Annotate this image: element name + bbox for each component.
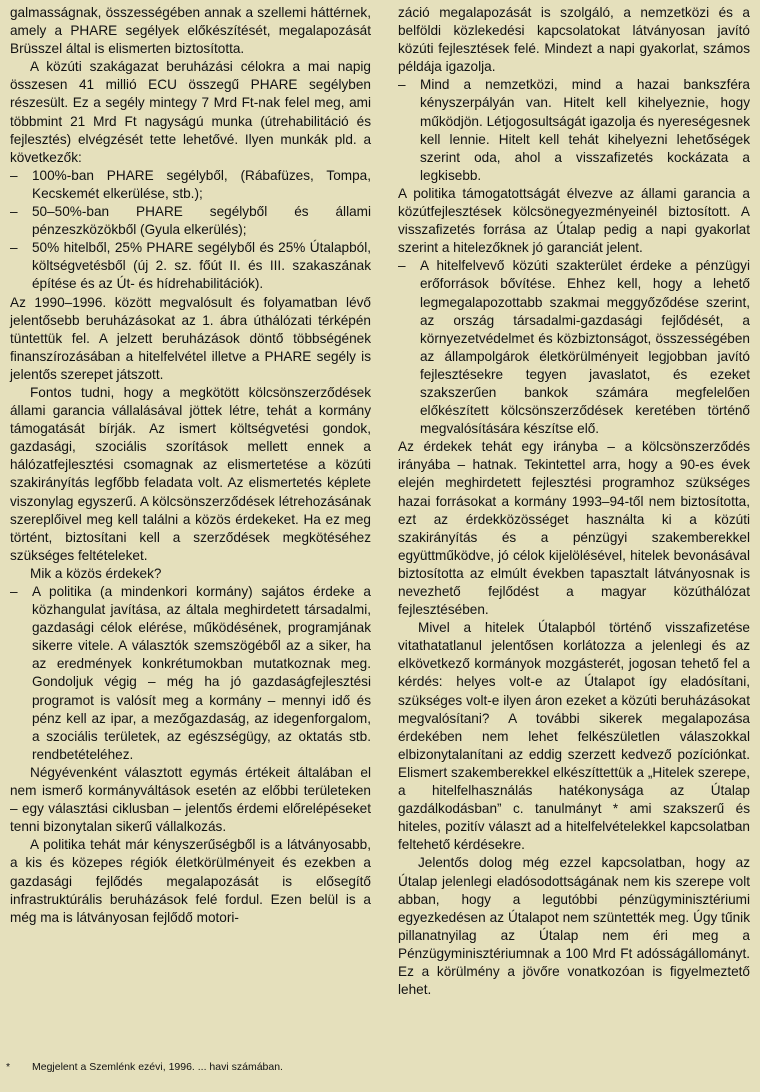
paragraph: Mik a közös érdekek? — [30, 565, 162, 581]
list-item-text: 100%-ban PHARE segélyből, (Rábafüzes, Tompa, Kecskemét elkerülése, stb.); — [32, 167, 371, 201]
list-dash: – — [10, 584, 18, 599]
paragraph: záció megalapozását is szolgáló, a nemzetközi és a belföldi közlekedési kapcsolatokat látványosan javító közúti fejlesztések felé. Mindezt a napi gyakorlat, számos példája igazolja. — [398, 5, 750, 75]
paragraph: Az 1990–1996. között megvalósult és folyamatban lévő jelentősebb beruházásokat az 1. ábra úthálózati térképén tüntettük fel. A jelzett beruházások döntő többségének finanszírozásában a hitelfelvétel illetve a PHARE segély is jelentős szerepet játszott. — [10, 294, 371, 382]
list-item-text: A hitelfelvevő közúti szakterület érdeke a pénzügyi erőforrások bővítése. Ehhez kell, hogy a lehető legmegalapozottabb szakmai meggyőződése szerint, az ország társadalmi-gazdasági fejlődését, a környezetvédelmet és közbiztonságot, összességében az állampolgárok életkörülményeit legjobban javító fejlesztésekre tegyen javaslatot, és ezeket szakszerűen bankok számára megfelelően előkészített kölcsönszerződések keretében történő megvalósítására készítse elő. — [420, 258, 750, 437]
paragraph: Jelentős dolog még ezzel kapcsolatban, hogy az Útalap jelenlegi eladósodottságának nem kis szerepe volt abban, hogy a legutóbbi pénzügyminisztériumi egyezkedésen az Útalapot nem szüntették meg. Úgy tűnik pillanatnyilag az Útalap nem éri meg a Pénzügyminisztériumnak a 100 Mrd Ft adósságállományt. Ez a körülmény a jövőre vonatkozóan is figyelmeztető lehet. — [398, 855, 750, 998]
list-item — [398, 76, 750, 185]
footnote — [6, 1060, 406, 1074]
paragraph: Fontos tudni, hogy a megkötött kölcsönszerződések állami garancia vállalásával jöttek létre, tehát a kormány támogatását bírják. Az ismert költségvetési gondok, gazdasági, szociális szorítások mellett ennek a hálózatfejlesztési csomagnak az elismertetése a közúti szakirányítás legfőbb feladata volt. Az elismertetés képlete viszonylag egyszerű. A kölcsönszerződések létrehozásának szereplőivel meg kell találni a közös érdekeket. Ha ez meg történt, biztosítani kell a szerződések megkötéséhez szükséges feltételeket. — [10, 384, 371, 563]
list-item — [10, 239, 371, 293]
right-column — [398, 4, 750, 999]
paragraph: A politika tehát már kényszerűségből is a látványosabb, a kis és közepes régiók életkörülményeit és ezekben a gazdasági fejlődés megalapozását is elősegítő infrastruktúrális beruházások felé fordul. Ezen belül is a még ma is látványosan fejlődő motori- — [10, 837, 371, 925]
list-item-text: A politika (a mindenkori kormány) sajátos érdeke a közhangulat javítása, az általa meghirdetett társadalmi, gazdasági célok elérése, működésének, programjának sikerre vitele. A választók szemszögéből az a siker, ha az eredmények konkrétumokban mutatkoznak meg. Gondoljuk végig – még ha jó gazdaságfejlesztési programot is valósít meg a kormány – mennyi idő és pénz kell az ipar, a mezőgazdaság, az idegenforgalom, a szociális területek, az egészségügy, az oktatás stb. rendbetételéhez. — [32, 584, 371, 762]
paragraph: Az érdekek tehát egy irányba – a kölcsönszerződés irányába – hatnak. Tekintettel arra, hogy a 90-es évek elején meghirdetett fejlesztési programhoz szükséges hazai forrásokat a kormány 1993–94-től nem biztosította, ezt az érdekközösséget használta ki a közúti szakirányítás és a pénzügyi szakemberekkel együttműködve, jó célok kijelölésével, hitelek bevonásával biztosította az elmúlt években tapasztalt látványosnak is nevezhető fejlődést a magyar közúthálózat fejlesztésében. — [398, 439, 750, 618]
paragraph: galmasságnak, összességében annak a szellemi háttérnek, amely a PHARE segélyek előkészítését, megalapozását Brüsszel által is elismerten biztosította. — [10, 5, 371, 57]
paragraph: A politika támogatottságát élvezve az állami garancia a közútfejlesztések kölcsönegyezményeinél biztosított. A visszafizetés forrása az Útalap pedig a napi gyakorlat szerint a hitelezőknek jó garanciát jelent. — [398, 185, 750, 256]
list-dash: – — [398, 77, 406, 93]
list-item-text: Mind a nemzetközi, mind a hazai bankszféra kényszerpályán van. Hitelt kell kihelyeznie, hogy működjön. Létjogosultságát igazolja és nyereségesnek kell lennie. Hitelt kell tehát kihelyezni lehetőségek szerint oda, ahol a visszafizetés kockázata a legkisebb. — [420, 77, 750, 183]
paragraph: Négyévenként választott egymás értékeit általában el nem ismerő kormányváltások esetén az előbbi területeken – egy választási ciklusban – jelentős érdemi előrelépéseket tenni bizonytalan sikerű vállalkozás. — [10, 764, 371, 835]
paragraph: A közúti szakágazat beruházási célokra a mai napig összesen 41 millió ECU összegű PHARE segélyben részesült. Ez a segély mintegy 7 Mrd Ft-nak felel meg, ami többmint 21 Mrd Ft nagyságú munka (útrehabilitáció és fejlesztés) elvégzését tette lehetővé. Ilyen munkák pld. a következők: — [10, 59, 371, 165]
list-item — [398, 257, 750, 438]
list-dash: – — [10, 240, 18, 256]
list-item — [10, 167, 371, 203]
footnote-marker: * — [6, 1061, 11, 1073]
list-item — [10, 583, 371, 764]
left-column — [10, 4, 371, 927]
footnote-text: Megjelent a Szemlénk ezévi, 1996. ... havi számában. — [32, 1061, 283, 1073]
list-item — [10, 203, 371, 239]
list-dash: – — [10, 167, 18, 183]
list-item-text: 50–50%-ban PHARE segélyből és állami pénzeszközökből (Gyula elkerülés); — [32, 204, 371, 238]
list-dash: – — [398, 258, 406, 274]
list-dash: – — [10, 204, 18, 220]
list-item-text: 50% hitelből, 25% PHARE segélyből és 25% Útalapból, költségvetésből (új 2. sz. főút II. és III. szakaszának építése és az Út- és hídrehabilitációk). — [32, 240, 371, 292]
paragraph: Mivel a hitelek Útalapból történő visszafizetése vitathatatlanul jelentősen korlátozza a jelenlegi és az elkövetkező kormányok mozgásterét, jogosan tehető fel a kérdés: helyes volt-e az Útalapot így eladósítani, szükséges volt-e ilyen áron ezeket a közúti beruházásokat megvalósítani? A további sikerek megalapozása érdekében nem lehet felkészületlen válaszokkal elbizonytalanítani az eddig szerzett kedvező pozíciónkat. Elismert szakemberekkel elkészíttettük a „Hitelek szerepe, a hitelfelhasználás hatékonysága az Útalap gazdálkodásban” c. tanulmányt * ami szakszerű és hiteles, pozitív választ ad a hitelfelvételekkel kapcsolatban feltehető kérdésekre. — [398, 620, 750, 853]
